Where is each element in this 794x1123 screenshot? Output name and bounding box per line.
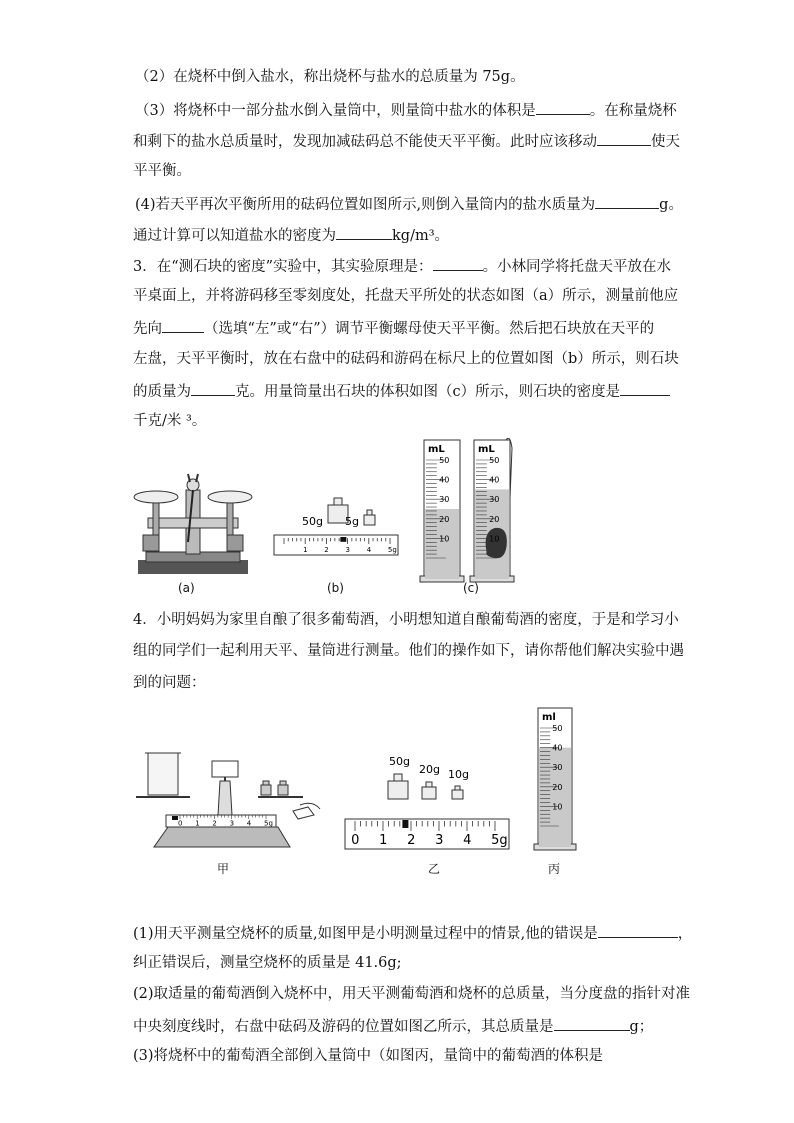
cylinders-figure-c [418,438,524,590]
scale-number: 0 [351,833,360,848]
caption-bing: 丙 [548,862,561,876]
wine-cylinder [534,708,576,850]
weight-50g-label: 50g [389,755,410,768]
q4-sub-3: (3)将烧杯中的葡萄酒全部倒入量筒中（如图丙，量筒中的葡萄酒的体积是 [133,1048,604,1064]
caption-c: (c) [463,581,479,595]
scale-number: 1 [379,833,388,848]
q4-sub-1b: 纠正错误后，测量空烧杯的质量是 41.6g; [133,955,402,971]
weight-10g-label: 10g [448,768,469,781]
rider-marker [402,820,408,828]
weight-5g-label: 5g [345,515,359,528]
caption-yi: 乙 [428,862,441,876]
q4-sub-1: (1)用天平测量空烧杯的质量,如图甲是小明测量过程中的情景,他的错误是 ， [133,922,692,944]
answer-blank[interactable] [536,99,590,115]
scale-number: 5g [264,819,273,828]
balance-figure-jia [128,745,328,855]
q3-line-6: 千克/米 ³。 [133,413,207,429]
cylinder-number: 40 [439,475,450,485]
scale-number: 3 [229,819,235,828]
cylinder-number: 50 [552,724,563,733]
cylinder-number: 40 [489,475,500,485]
answer-blank[interactable] [620,380,670,396]
scale-number: 2 [212,819,217,828]
caption-a: (a) [178,581,195,595]
scale-number: 5g [387,546,397,554]
scale-number: 1 [303,546,308,554]
answer-blank[interactable] [191,380,235,396]
answer-blank[interactable] [598,922,678,938]
q4-line-3: 到的问题： [133,675,206,691]
q4-sub-2b: 中央刻度线时，右盘中砝码及游码的位置如图乙所示，其总质量是 g； [133,1015,653,1037]
cylinder-number: 10 [552,802,563,812]
q4-line-1: 4．小明妈妈为家里自酿了很多葡萄酒，小明想知道自酿葡萄酒的密度，于是和学习小 [133,612,679,628]
cylinder-number: 30 [439,495,450,505]
cylinder-before [420,440,464,582]
weights-scale-figure-b [272,495,402,560]
q2-line-6: 通过计算可以知道盐水的密度为 kg/m³。 [133,224,449,246]
caption-jia: 甲 [217,862,230,876]
rider-marker [172,816,178,820]
cylinder-number: 50 [439,456,450,465]
cylinder-after [470,438,514,582]
cylinder-number: 10 [439,534,450,544]
cylinder-number: 40 [552,743,563,753]
scale-number: 3 [435,833,444,848]
answer-blank[interactable] [554,1015,630,1031]
cylinder-unit: mL [428,444,445,455]
scale-number: 4 [246,819,252,828]
cylinder-number: 20 [552,782,563,792]
scale-number: 2 [324,546,329,554]
cylinder-number: 30 [552,763,563,773]
q3-line-1: 3．在“测石块的密度”实验中，其实验原理是： 。小林同学将托盘天平放在水 [133,255,671,277]
balance-figure-a [128,470,258,578]
q2-line-2: （3）将烧杯中一部分盐水倒入量筒中，则量筒中盐水的体积是 。在称量烧杯 [135,99,677,121]
cylinder-unit: ml [542,712,556,723]
q3-line-5: 的质量为 克。用量筒量出石块的体积如图（c）所示，则石块的密度是 [133,380,670,402]
scale-number: 3 [345,546,350,554]
cylinder-number: 20 [439,514,450,524]
scale-number: 4 [463,833,472,848]
cylinder-unit: mL [478,444,495,455]
scale-number: 2 [407,833,416,848]
q2-line-5: (4)若天平再次平衡所用的砝码位置如图所示,则倒入量筒内的盐水质量为 g。 [135,193,683,215]
caption-b: (b) [327,581,344,595]
cylinder-number: 50 [489,456,500,465]
weights-scale-figure-yi [343,753,513,853]
answer-blank[interactable] [336,224,392,240]
q2-line-3: 和剩下的盐水总质量时，发现加减砝码总不能使天平平衡。此时应该移动 使天 [133,130,680,152]
scale-number: 0 [178,819,183,828]
answer-blank[interactable] [595,193,659,209]
weight-50g-label: 50g [302,515,323,528]
cylinder-number: 20 [489,514,500,524]
q4-line-2: 组的同学们一起利用天平、量筒进行测量。他们的操作如下，请你帮他们解决实验中遇 [133,643,684,659]
scale-number: 1 [195,819,200,828]
cylinder-number: 10 [489,534,500,544]
q3-line-3: 先向 （选填“左”或“右”）调节平衡螺母使天平平衡。然后把石块放在天平的 [133,317,654,339]
cylinder-figure-bing [526,706,582,856]
cylinder-number: 30 [489,495,500,505]
answer-blank[interactable] [597,130,651,146]
answer-blank[interactable] [162,317,204,333]
q4-sub-2: (2)取适量的葡萄酒倒入烧杯中，用天平测葡萄酒和烧杯的总质量，当分度盘的指针对准 [133,986,691,1002]
q3-line-4: 左盘，天平平衡时，放在右盘中的砝码和游码在标尺上的位置如图（b）所示，则石块 [133,351,679,367]
scale-number: 4 [366,546,372,554]
scale-number: 5g [491,833,508,848]
rider-marker [340,537,346,542]
q3-line-2: 平桌面上，并将游码移至零刻度处，托盘天平所处的状态如图（a）所示，测量前他应 [133,288,679,304]
weight-20g-label: 20g [419,763,440,776]
q2-line-4: 平平衡。 [133,163,191,179]
q2-line-1: （2）在烧杯中倒入盐水，称出烧杯与盐水的总质量为 75g。 [135,69,525,85]
answer-blank[interactable] [433,255,483,271]
